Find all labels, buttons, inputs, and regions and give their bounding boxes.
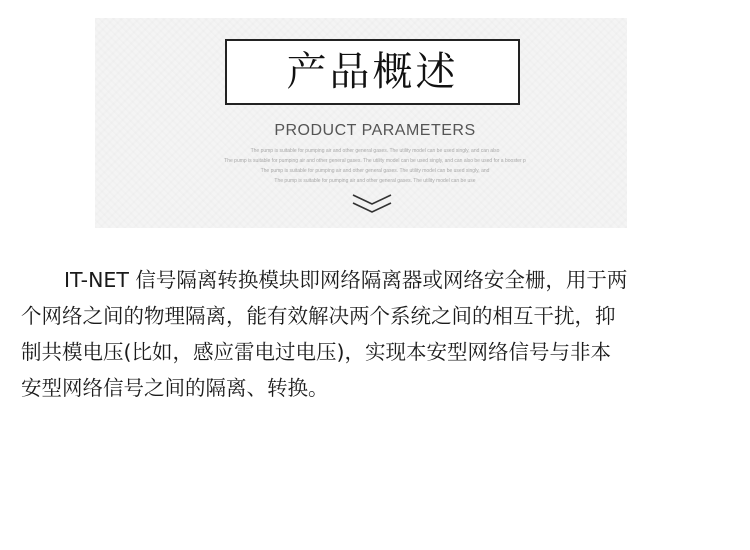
description-line: 个网络之间的物理隔离，能有效解决两个系统之间的相互干扰，抑 <box>21 304 616 328</box>
title-frame <box>225 39 520 105</box>
fine-print-block <box>150 146 600 186</box>
description-line: IT-NET 信号隔离转换模块即网络隔离器或网络安全栅，用于两 <box>64 268 628 292</box>
fine-print-line: The pump is suitable for pumping air and other general gases. The utility model can be used singly, and can also <box>250 148 500 154</box>
fine-print-line: The pump is suitable for pumping air and other general gases. The utility model can be use <box>274 178 476 184</box>
page-subtitle: PRODUCT PARAMETERS <box>274 122 476 139</box>
product-description <box>21 262 733 406</box>
fine-print-line: The pump is suitable for pumping air and other general gases. The utility model can be used singly, and can also be used for a booster p <box>224 158 526 164</box>
page-title: 产品概述 <box>286 49 459 95</box>
description-line: 制共模电压(比如，感应雷电过电压)，实现本安型网络信号与非本 <box>21 340 611 364</box>
fine-print-line: The pump is suitable for pumping air and other general gases. The utility model can be used singly, and <box>260 168 490 174</box>
description-line: 安型网络信号之间的隔离、转换。 <box>21 376 329 400</box>
double-chevron-down-icon <box>351 192 393 216</box>
